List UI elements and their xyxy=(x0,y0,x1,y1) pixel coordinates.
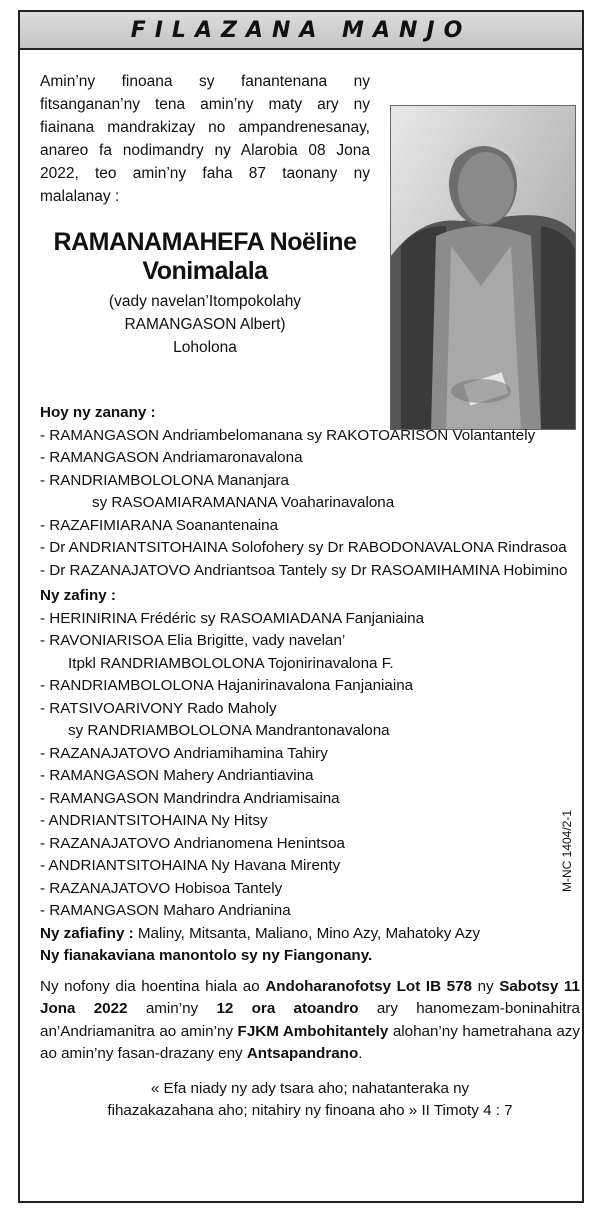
grandchild-line: Itpkl RANDRIAMBOLOLONA Tojonirinavalona F. xyxy=(68,654,394,672)
child-line: - RAZAFIMIARANA Soanantenaina xyxy=(40,516,279,534)
children-heading: Hoy ny zanany : xyxy=(40,404,156,421)
spouse-line1: (vady navelan’Itompokolahy xyxy=(108,293,302,310)
deceased-place: Loholona xyxy=(173,339,237,356)
grandchild-line: - ANDRIANTSITOHAINA Ny Hitsy xyxy=(40,812,268,829)
grandchild-line: sy RANDRIAMBOLOLONA Mandrantonavalona xyxy=(68,722,390,739)
deceased-details xyxy=(40,290,370,359)
grandchildren-heading: Ny zafiny : xyxy=(40,587,116,604)
quote-line2: fihazakazahana aho; nitahiry ny finoana aho » II Timoty 4 : 7 xyxy=(107,1102,513,1119)
child-line: - Dr RAZANAJATOVO Andriantsoa Tantely sy Dr RASOAMIHAMINA Hobimino xyxy=(40,561,568,579)
grandchild-line: - RANDRIAMBOLOLONA Hajanirinavalona Fanjaniaina xyxy=(40,677,414,694)
child-line: - RANDRIAMBOLOLONA Mananjara xyxy=(40,471,289,489)
grandchild-line: - RATSIVOARIVONY Rado Maholy xyxy=(40,699,277,717)
notice-header xyxy=(20,12,582,50)
grandchild-line: - ANDRIANTSITOHAINA Ny Havana Mirenty xyxy=(40,857,341,874)
grandchild-line: - RAZANAJATOVO Hobisoa Tantely xyxy=(40,879,283,897)
funeral-details: Ny nofony dia hoentina hiala ao Andoharanofotsy Lot IB 578 ny Sabotsy 11 Jona 2022 amin’ny 12 ora atoandro ary hanomezam-boninahitra an’Andriamanitra ao amin’ny FJKM Ambohitantely alohan’ny hametrahana azy ao amin’ny fasan-drazany eny Antsapandrano. xyxy=(40,977,580,1062)
great-grandchildren-label: Ny zafiafiny : xyxy=(40,924,134,942)
portrait-image xyxy=(391,106,576,430)
deceased-name-line1: RAMANAMAHEFA Noëline xyxy=(53,228,357,256)
grandchild-line: - HERINIRINA Frédéric sy RASOAMIADANA Fanjaniaina xyxy=(40,609,425,627)
deceased-photo xyxy=(390,105,576,430)
grandchild-line: - RAZANAJATOVO Andrianomena Henintsoa xyxy=(40,834,346,852)
grandchild-line: - RAMANGASON Mandrindra Andriamisaina xyxy=(40,789,340,807)
spouse-line2: RAMANGASON Albert) xyxy=(124,316,286,333)
child-line: sy RASOAMIARAMANANA Voaharinavalona xyxy=(92,494,395,511)
great-grandchildren-line xyxy=(40,923,580,946)
child-line: - RAMANGASON Andriamaronavalona xyxy=(40,449,303,466)
notice-title: FILAZANA MANJO xyxy=(130,17,472,43)
deceased-name xyxy=(40,228,370,286)
grandchild-line: - RAVONIARISOA Elia Brigitte, vady navelan’ xyxy=(40,632,346,649)
intro-text: Amin’ny finoana sy fanantenana ny fitsanganan’ny tena amin’ny maty ary ny fiainana mandrakizay no ampandrenesanay, anareo fa nodimandry ny Alarobia 08 Jona 2022, teo amin’ny faha 87 taonany ny malalanay : xyxy=(40,73,370,205)
quote-line1: « Efa niady ny ady tsara aho; nahatanteraka ny xyxy=(150,1079,470,1097)
obituary-notice xyxy=(18,10,584,1203)
reference-code: M-NC 1404/2-1 xyxy=(560,809,574,892)
grandchild-line: - RAMANGASON Maharo Andrianina xyxy=(40,902,291,919)
great-grandchildren-names: Maliny, Mitsanta, Maliano, Mino Azy, Mahatoky Azy xyxy=(133,924,481,942)
grandchild-line: - RAZANAJATOVO Andriamihamina Tahiry xyxy=(40,744,328,762)
grandchild-line: - RAMANGASON Mahery Andriantiavina xyxy=(40,767,314,784)
family-list xyxy=(40,402,580,1123)
child-line: - RAMANGASON Andriambelomanana sy RAKOTOARISON Volantantely xyxy=(40,426,536,444)
deceased-name-line2: Vonimalala xyxy=(142,257,268,285)
family-line: Ny fianakaviana manontolo sy ny Fiangonany. xyxy=(40,947,373,964)
child-line: - Dr ANDRIANTSITOHAINA Solofohery sy Dr RABODONAVALONA Rindrasoa xyxy=(40,539,567,556)
intro-section xyxy=(20,50,582,385)
bible-quote xyxy=(40,1078,580,1123)
